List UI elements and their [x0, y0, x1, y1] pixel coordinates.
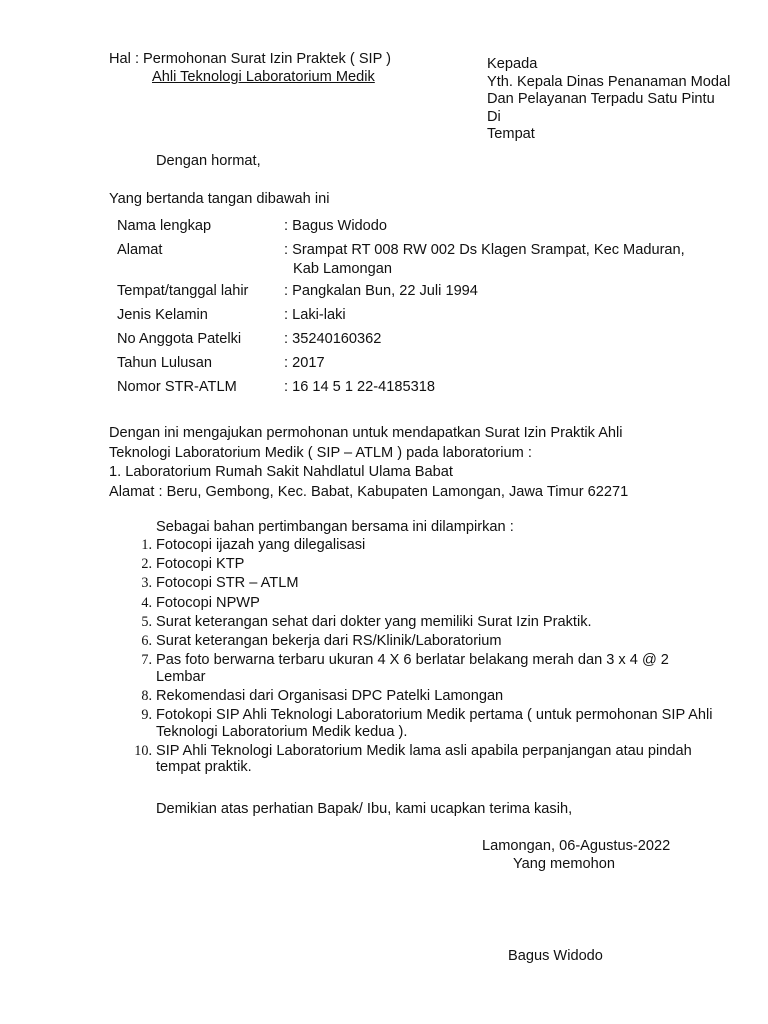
list-item	[141, 707, 716, 740]
place-date: Lamongan, 06-Agustus-2022	[482, 838, 671, 854]
recipient-line: Dan Pelayanan Terpadu Satu Pintu	[487, 91, 715, 108]
intro-text: Yang bertanda tangan dibawah ini	[109, 191, 330, 207]
identity-label: Nama lengkap	[117, 218, 212, 234]
identity-value-continued: Kab Lamongan	[293, 261, 392, 277]
identity-row	[109, 327, 724, 351]
greeting: Dengan hormat,	[156, 153, 261, 169]
recipient-block	[487, 56, 730, 144]
identity-label: Tempat/tanggal lahir	[117, 283, 249, 299]
identity-label: Tahun Lulusan	[117, 355, 212, 371]
signatory-name: Bagus Widodo	[508, 948, 603, 964]
attachments-list	[134, 537, 716, 779]
lab-address: Alamat : Beru, Gembong, Kec. Babat, Kabupaten Lamongan, Jawa Timur 62271	[109, 483, 629, 500]
identity-label: Jenis Kelamin	[117, 307, 208, 323]
identity-value: : Bagus Widodo	[284, 218, 388, 234]
attachments-intro: Sebagai bahan pertimbangan bersama ini dilampirkan :	[156, 519, 514, 535]
list-item	[141, 556, 716, 573]
recipient-line: Tempat	[487, 126, 535, 143]
list-item	[141, 687, 716, 705]
identity-value: : Laki-laki	[284, 307, 346, 323]
identity-label: No Anggota Patelki	[117, 331, 242, 347]
list-text: Fotocopi STR – ATLM	[156, 575, 299, 592]
list-number: 6.	[141, 632, 152, 649]
request-line: Dengan ini mengajukan permohonan untuk mendapatkan Surat Izin Praktik Ahli	[109, 425, 623, 441]
list-text: Rekomendasi dari Organisasi DPC Patelki Lamongan	[156, 687, 504, 704]
closing-text: Demikian atas perhatian Bapak/ Ibu, kami ucapkan terima kasih,	[156, 801, 573, 817]
list-item	[141, 652, 716, 685]
recipient-line: Di	[487, 108, 501, 125]
list-text: Pas foto berwarna terbaru ukuran 4 X 6 berlatar belakang merah dan 3 x 4 @ 2 Lembar	[156, 652, 669, 685]
identity-value: : 35240160362	[284, 331, 382, 347]
list-item	[141, 594, 716, 612]
identity-label: Nomor STR-ATLM	[117, 379, 237, 395]
recipient-line: Yth. Kepala Dinas Penanaman Modal	[487, 73, 731, 90]
identity-row	[109, 351, 724, 375]
identity-row	[109, 238, 724, 279]
identity-value: : 16 14 5 1 22-4185318	[284, 379, 435, 395]
list-item	[141, 613, 716, 631]
list-number: 1.	[141, 537, 152, 553]
list-text: Fotocopi ijazah yang dilegalisasi	[156, 537, 366, 553]
subject-block	[109, 50, 391, 86]
list-item	[134, 742, 716, 776]
list-number: 4.	[141, 594, 152, 611]
list-text: Surat keterangan sehat dari dokter yang memiliki Surat Izin Praktik.	[156, 613, 592, 630]
list-text: Surat keterangan bekerja dari RS/Klinik/Laboratorium	[156, 632, 502, 649]
recipient-line: Kepada	[487, 56, 538, 72]
identity-value: : Pangkalan Bun, 22 Juli 1994	[284, 283, 478, 299]
subject-line: Hal : Permohonan Surat Izin Praktek ( SIP )	[109, 51, 391, 67]
identity-row	[109, 279, 724, 303]
list-number: 5.	[141, 613, 152, 630]
identity-value: : Srampat RT 008 RW 002 Ds Klagen Srampat, Kec Maduran,	[284, 242, 685, 258]
list-item	[141, 575, 716, 592]
list-number: 7.	[141, 652, 152, 669]
request-paragraph	[109, 424, 628, 502]
lab-name: 1. Laboratorium Rumah Sakit Nahdlatul Ulama Babat	[109, 464, 453, 480]
identity-row	[109, 214, 724, 238]
list-number: 2.	[141, 556, 152, 573]
list-text: Fotocopi KTP	[156, 556, 245, 573]
request-line: Teknologi Laboratorium Medik ( SIP – ATLM ) pada laboratorium :	[109, 444, 532, 461]
list-text: Fotocopi NPWP	[156, 594, 260, 611]
applicant-role: Yang memohon	[513, 856, 615, 872]
identity-label: Alamat	[117, 242, 163, 258]
list-text: SIP Ahli Teknologi Laboratorium Medik lama asli apabila perpanjangan atau pindah tempat praktik.	[156, 742, 692, 776]
identity-table	[109, 214, 724, 399]
identity-row	[109, 303, 724, 327]
list-number: 8.	[141, 687, 152, 704]
subject-detail: Ahli Teknologi Laboratorium Medik	[152, 69, 375, 85]
list-item	[141, 537, 716, 554]
list-item	[141, 632, 716, 650]
list-text: Fotokopi SIP Ahli Teknologi Laboratorium Medik pertama ( untuk permohonan SIP Ahli Teknologi Laboratorium Medik kedua ).	[156, 707, 713, 740]
list-number: 3.	[141, 575, 152, 592]
identity-row	[109, 375, 724, 399]
list-number: 9.	[141, 707, 152, 724]
list-number: 10.	[134, 742, 152, 759]
identity-value: : 2017	[284, 355, 325, 371]
